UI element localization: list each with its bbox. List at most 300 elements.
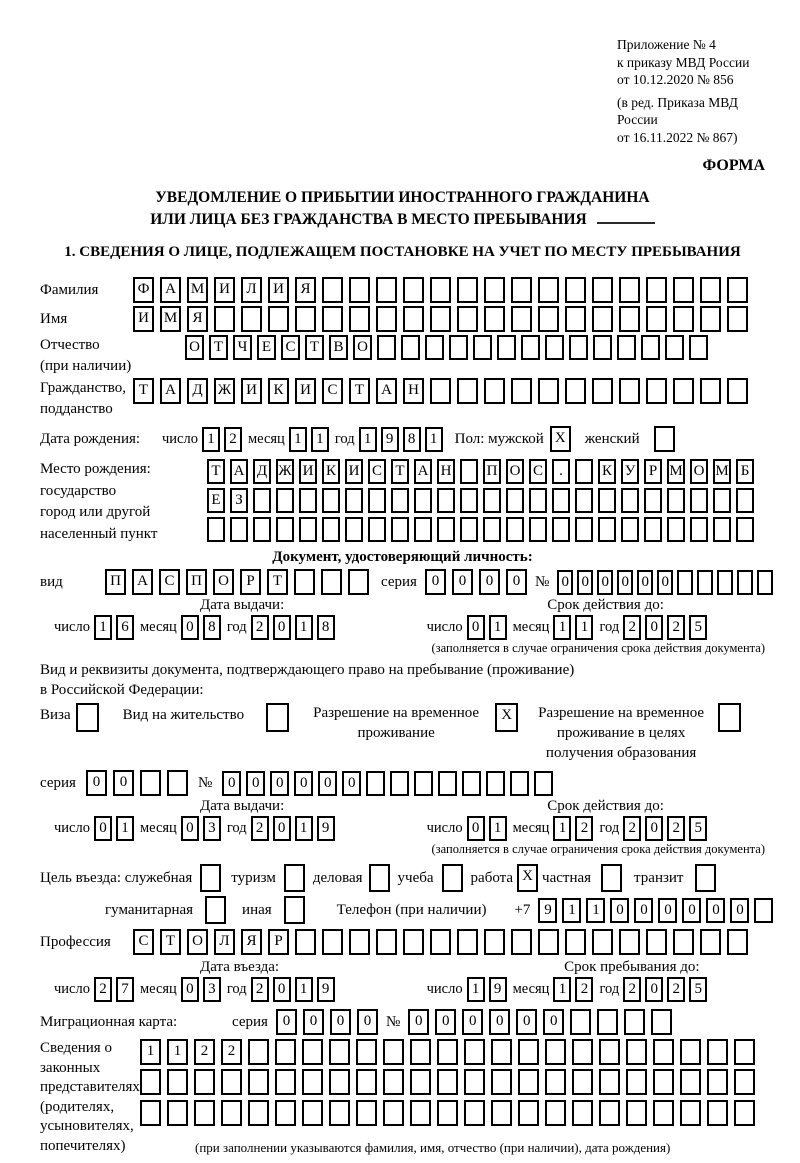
form-cell[interactable] <box>486 771 505 796</box>
form-cell[interactable] <box>597 1009 618 1035</box>
doc-kind-cells[interactable] <box>105 569 369 595</box>
form-cell[interactable] <box>473 335 492 360</box>
form-cell[interactable] <box>727 929 748 955</box>
form-cell[interactable]: 2 <box>623 977 641 1002</box>
form-cell[interactable]: Я <box>187 306 208 332</box>
form-cell[interactable]: О <box>506 459 524 484</box>
form-cell[interactable] <box>322 306 343 332</box>
form-cell[interactable]: . <box>552 459 570 484</box>
birth-day-cells[interactable] <box>202 427 242 452</box>
form-cell[interactable]: Ж <box>276 459 294 484</box>
form-cell[interactable]: К <box>598 459 616 484</box>
form-cell[interactable]: 8 <box>203 615 221 640</box>
form-cell[interactable]: 9 <box>489 977 507 1002</box>
form-cell[interactable] <box>462 771 481 796</box>
purpose-work-checkbox[interactable]: X <box>517 864 538 892</box>
form-cell[interactable] <box>673 277 694 303</box>
form-cell[interactable] <box>700 378 721 404</box>
form-cell[interactable]: Ф <box>133 277 154 303</box>
form-cell[interactable] <box>302 1069 323 1095</box>
form-cell[interactable] <box>302 1100 323 1126</box>
form-cell[interactable] <box>253 517 271 542</box>
form-cell[interactable] <box>437 488 455 513</box>
form-cell[interactable] <box>737 570 753 595</box>
form-cell[interactable] <box>626 1039 647 1065</box>
form-cell[interactable] <box>430 929 451 955</box>
doc-valid-year-cells[interactable] <box>623 615 707 640</box>
stay-year-cells[interactable] <box>623 977 707 1002</box>
form-cell[interactable] <box>460 517 478 542</box>
migration-number-cells[interactable] <box>408 1009 672 1035</box>
form-cell[interactable]: 0 <box>610 898 629 923</box>
form-cell[interactable] <box>491 1039 512 1065</box>
temp-permit-edu-checkbox[interactable] <box>718 703 741 732</box>
form-cell[interactable] <box>167 770 188 796</box>
form-cell[interactable]: 0 <box>462 1009 483 1035</box>
form-cell[interactable]: Т <box>349 378 370 404</box>
form-cell[interactable] <box>329 1069 350 1095</box>
form-cell[interactable] <box>497 335 516 360</box>
phone-cells[interactable] <box>538 898 778 923</box>
form-cell[interactable]: А <box>230 459 248 484</box>
form-cell[interactable] <box>677 570 693 595</box>
form-cell[interactable]: 0 <box>273 977 291 1002</box>
form-cell[interactable]: 1 <box>202 427 220 452</box>
form-cell[interactable] <box>690 488 708 513</box>
form-cell[interactable] <box>617 335 636 360</box>
permit-issue-day-cells[interactable] <box>94 816 134 841</box>
form-cell[interactable] <box>276 488 294 513</box>
form-cell[interactable]: И <box>295 378 316 404</box>
form-cell[interactable] <box>575 517 593 542</box>
form-cell[interactable]: П <box>105 569 126 595</box>
form-cell[interactable] <box>403 306 424 332</box>
purpose-transit-checkbox[interactable] <box>695 864 716 892</box>
form-cell[interactable]: Т <box>207 459 225 484</box>
form-cell[interactable] <box>646 277 667 303</box>
form-cell[interactable]: З <box>230 488 248 513</box>
form-cell[interactable] <box>575 459 593 484</box>
form-cell[interactable] <box>221 1100 242 1126</box>
visa-checkbox[interactable] <box>76 703 99 732</box>
form-cell[interactable]: 2 <box>221 1039 242 1065</box>
form-cell[interactable]: 5 <box>689 816 707 841</box>
permit-issue-year-cells[interactable] <box>251 816 335 841</box>
patronymic-cells[interactable] <box>185 335 713 360</box>
form-cell[interactable] <box>545 1039 566 1065</box>
form-cell[interactable]: Т <box>209 335 228 360</box>
form-cell[interactable]: Р <box>644 459 662 484</box>
form-cell[interactable]: 0 <box>408 1009 429 1035</box>
form-cell[interactable] <box>457 277 478 303</box>
form-cell[interactable]: 0 <box>276 1009 297 1035</box>
form-cell[interactable]: 8 <box>317 615 335 640</box>
form-cell[interactable] <box>734 1100 755 1126</box>
form-cell[interactable]: Р <box>240 569 261 595</box>
form-cell[interactable] <box>383 1100 404 1126</box>
form-cell[interactable] <box>449 335 468 360</box>
form-cell[interactable] <box>329 1100 350 1126</box>
form-cell[interactable] <box>248 1100 269 1126</box>
entry-year-cells[interactable] <box>251 977 335 1002</box>
form-cell[interactable] <box>565 378 586 404</box>
form-cell[interactable]: И <box>133 306 154 332</box>
form-cell[interactable] <box>619 929 640 955</box>
form-cell[interactable]: 0 <box>634 898 653 923</box>
form-cell[interactable] <box>368 517 386 542</box>
form-cell[interactable] <box>356 1100 377 1126</box>
form-cell[interactable]: О <box>213 569 234 595</box>
form-cell[interactable]: 0 <box>506 569 527 595</box>
form-cell[interactable] <box>713 488 731 513</box>
stay-day-cells[interactable] <box>467 977 507 1002</box>
form-cell[interactable] <box>366 771 385 796</box>
form-cell[interactable] <box>673 306 694 332</box>
form-cell[interactable] <box>570 1009 591 1035</box>
form-cell[interactable] <box>598 488 616 513</box>
form-cell[interactable] <box>565 277 586 303</box>
form-cell[interactable] <box>727 277 748 303</box>
form-cell[interactable] <box>368 488 386 513</box>
form-cell[interactable]: 0 <box>658 898 677 923</box>
form-cell[interactable]: 1 <box>311 427 329 452</box>
form-cell[interactable] <box>754 898 773 923</box>
form-cell[interactable] <box>275 1069 296 1095</box>
form-cell[interactable] <box>569 335 588 360</box>
doc-valid-month-cells[interactable] <box>553 615 593 640</box>
form-cell[interactable] <box>356 1039 377 1065</box>
form-cell[interactable]: 1 <box>575 615 593 640</box>
form-cell[interactable] <box>268 306 289 332</box>
form-cell[interactable] <box>592 277 613 303</box>
form-cell[interactable] <box>592 378 613 404</box>
form-cell[interactable]: 0 <box>516 1009 537 1035</box>
form-cell[interactable]: И <box>268 277 289 303</box>
form-cell[interactable] <box>518 1069 539 1095</box>
form-cell[interactable] <box>230 517 248 542</box>
form-cell[interactable]: С <box>368 459 386 484</box>
form-cell[interactable] <box>506 517 524 542</box>
form-cell[interactable]: 0 <box>330 1009 351 1035</box>
form-cell[interactable] <box>700 929 721 955</box>
form-cell[interactable] <box>248 1039 269 1065</box>
form-cell[interactable]: 0 <box>645 816 663 841</box>
form-cell[interactable] <box>646 378 667 404</box>
form-cell[interactable] <box>464 1069 485 1095</box>
form-cell[interactable] <box>221 1069 242 1095</box>
form-cell[interactable]: О <box>353 335 372 360</box>
form-cell[interactable] <box>390 771 409 796</box>
form-cell[interactable] <box>349 306 370 332</box>
form-cell[interactable] <box>641 335 660 360</box>
form-cell[interactable] <box>644 488 662 513</box>
form-cell[interactable]: Т <box>267 569 288 595</box>
form-cell[interactable]: 0 <box>467 816 485 841</box>
form-cell[interactable]: 1 <box>140 1039 161 1065</box>
form-cell[interactable]: 1 <box>489 615 507 640</box>
form-cell[interactable]: 9 <box>381 427 399 452</box>
form-cell[interactable] <box>518 1039 539 1065</box>
form-cell[interactable]: П <box>483 459 501 484</box>
permit-issue-month-cells[interactable] <box>181 816 221 841</box>
form-cell[interactable] <box>460 459 478 484</box>
form-cell[interactable]: 0 <box>270 771 289 796</box>
form-cell[interactable] <box>401 335 420 360</box>
form-cell[interactable] <box>565 929 586 955</box>
form-cell[interactable]: 1 <box>167 1039 188 1065</box>
form-cell[interactable] <box>538 306 559 332</box>
form-cell[interactable] <box>667 517 685 542</box>
form-cell[interactable] <box>299 488 317 513</box>
form-cell[interactable]: У <box>621 459 639 484</box>
form-cell[interactable] <box>653 1039 674 1065</box>
form-cell[interactable]: 1 <box>295 816 313 841</box>
form-cell[interactable]: 1 <box>553 816 571 841</box>
form-cell[interactable]: П <box>186 569 207 595</box>
form-cell[interactable]: О <box>185 335 204 360</box>
form-cell[interactable] <box>430 306 451 332</box>
form-cell[interactable]: 0 <box>657 570 673 595</box>
form-cell[interactable]: 1 <box>553 615 571 640</box>
form-cell[interactable] <box>644 517 662 542</box>
form-cell[interactable]: 0 <box>94 816 112 841</box>
form-cell[interactable]: Я <box>295 277 316 303</box>
form-cell[interactable] <box>299 517 317 542</box>
doc-issue-month-cells[interactable] <box>181 615 221 640</box>
form-cell[interactable]: 5 <box>689 615 707 640</box>
form-cell[interactable] <box>194 1069 215 1095</box>
form-cell[interactable] <box>572 1069 593 1095</box>
form-cell[interactable]: 0 <box>645 977 663 1002</box>
form-cell[interactable]: 2 <box>251 816 269 841</box>
doc-series-cells[interactable] <box>425 569 527 595</box>
form-cell[interactable] <box>464 1039 485 1065</box>
form-cell[interactable]: 1 <box>425 427 443 452</box>
form-cell[interactable] <box>707 1039 728 1065</box>
form-cell[interactable] <box>626 1069 647 1095</box>
form-cell[interactable] <box>349 277 370 303</box>
form-cell[interactable]: Ч <box>233 335 252 360</box>
purpose-other-checkbox[interactable] <box>284 896 305 924</box>
form-cell[interactable] <box>414 771 433 796</box>
form-cell[interactable]: Е <box>257 335 276 360</box>
permit-valid-year-cells[interactable] <box>623 816 707 841</box>
form-cell[interactable]: 8 <box>403 427 421 452</box>
entry-day-cells[interactable] <box>94 977 134 1002</box>
form-cell[interactable]: 0 <box>730 898 749 923</box>
form-cell[interactable]: 0 <box>577 570 593 595</box>
form-cell[interactable] <box>302 1039 323 1065</box>
form-cell[interactable]: 0 <box>597 570 613 595</box>
form-cell[interactable] <box>734 1039 755 1065</box>
form-cell[interactable] <box>294 569 315 595</box>
form-cell[interactable] <box>345 517 363 542</box>
form-cell[interactable] <box>727 378 748 404</box>
form-cell[interactable]: 0 <box>273 816 291 841</box>
form-cell[interactable]: И <box>214 277 235 303</box>
form-cell[interactable] <box>276 517 294 542</box>
form-cell[interactable] <box>680 1039 701 1065</box>
form-cell[interactable] <box>403 277 424 303</box>
form-cell[interactable]: А <box>414 459 432 484</box>
form-cell[interactable] <box>598 517 616 542</box>
form-cell[interactable]: 0 <box>273 615 291 640</box>
form-cell[interactable]: Я <box>241 929 262 955</box>
form-cell[interactable] <box>484 277 505 303</box>
form-cell[interactable] <box>437 1100 458 1126</box>
form-cell[interactable] <box>511 929 532 955</box>
form-cell[interactable]: 0 <box>682 898 701 923</box>
form-cell[interactable] <box>140 770 161 796</box>
form-cell[interactable] <box>295 929 316 955</box>
stay-month-cells[interactable] <box>553 977 593 1002</box>
form-cell[interactable] <box>464 1100 485 1126</box>
form-cell[interactable]: 1 <box>94 615 112 640</box>
form-cell[interactable] <box>356 1069 377 1095</box>
form-cell[interactable] <box>599 1069 620 1095</box>
form-cell[interactable] <box>391 488 409 513</box>
form-cell[interactable] <box>534 771 553 796</box>
form-cell[interactable] <box>599 1100 620 1126</box>
form-cell[interactable]: 2 <box>251 615 269 640</box>
form-cell[interactable]: 0 <box>435 1009 456 1035</box>
form-cell[interactable]: 0 <box>706 898 725 923</box>
form-cell[interactable]: 0 <box>557 570 573 595</box>
form-cell[interactable] <box>140 1100 161 1126</box>
form-cell[interactable] <box>626 1100 647 1126</box>
form-cell[interactable] <box>572 1039 593 1065</box>
form-cell[interactable] <box>383 1069 404 1095</box>
form-cell[interactable] <box>736 488 754 513</box>
form-cell[interactable] <box>619 277 640 303</box>
temp-permit-checkbox[interactable]: X <box>495 703 518 732</box>
form-cell[interactable] <box>491 1100 512 1126</box>
form-cell[interactable]: Д <box>187 378 208 404</box>
form-cell[interactable] <box>348 569 369 595</box>
form-cell[interactable]: Т <box>391 459 409 484</box>
form-cell[interactable] <box>194 1100 215 1126</box>
form-cell[interactable]: С <box>529 459 547 484</box>
form-cell[interactable] <box>529 517 547 542</box>
form-cell[interactable]: И <box>241 378 262 404</box>
form-cell[interactable] <box>697 570 713 595</box>
form-cell[interactable]: 0 <box>479 569 500 595</box>
form-cell[interactable] <box>167 1100 188 1126</box>
migration-series-cells[interactable] <box>276 1009 378 1035</box>
form-cell[interactable]: Л <box>241 277 262 303</box>
form-cell[interactable] <box>414 488 432 513</box>
form-cell[interactable]: 2 <box>623 816 641 841</box>
form-cell[interactable] <box>545 1100 566 1126</box>
form-cell[interactable] <box>717 570 733 595</box>
form-cell[interactable] <box>391 517 409 542</box>
doc-issue-day-cells[interactable] <box>94 615 134 640</box>
form-cell[interactable]: 2 <box>575 977 593 1002</box>
birth-place-cells-3[interactable] <box>207 517 759 542</box>
representatives-cells-3[interactable] <box>140 1100 755 1126</box>
form-cell[interactable]: 1 <box>586 898 605 923</box>
form-cell[interactable] <box>599 1039 620 1065</box>
form-cell[interactable] <box>322 929 343 955</box>
form-cell[interactable]: А <box>160 378 181 404</box>
form-cell[interactable]: 0 <box>303 1009 324 1035</box>
form-cell[interactable]: 0 <box>617 570 633 595</box>
form-cell[interactable] <box>545 1069 566 1095</box>
form-cell[interactable]: 2 <box>94 977 112 1002</box>
form-cell[interactable] <box>510 771 529 796</box>
form-cell[interactable] <box>538 929 559 955</box>
form-cell[interactable]: М <box>187 277 208 303</box>
permit-number-cells[interactable] <box>222 771 558 796</box>
form-cell[interactable] <box>529 488 547 513</box>
form-cell[interactable] <box>275 1100 296 1126</box>
form-cell[interactable] <box>329 1039 350 1065</box>
form-cell[interactable] <box>376 929 397 955</box>
representatives-cells-2[interactable] <box>140 1069 755 1095</box>
permit-series-cells[interactable] <box>86 770 188 796</box>
form-cell[interactable] <box>518 1100 539 1126</box>
form-cell[interactable] <box>700 277 721 303</box>
form-cell[interactable] <box>437 1069 458 1095</box>
form-cell[interactable] <box>651 1009 672 1035</box>
residence-permit-checkbox[interactable] <box>266 703 289 732</box>
form-cell[interactable]: 0 <box>489 1009 510 1035</box>
form-cell[interactable]: Н <box>403 378 424 404</box>
form-cell[interactable]: 3 <box>203 977 221 1002</box>
form-cell[interactable]: А <box>376 378 397 404</box>
form-cell[interactable]: 2 <box>667 615 685 640</box>
form-cell[interactable] <box>241 306 262 332</box>
form-cell[interactable]: 1 <box>467 977 485 1002</box>
permit-valid-day-cells[interactable] <box>467 816 507 841</box>
form-cell[interactable] <box>410 1039 431 1065</box>
form-cell[interactable] <box>680 1069 701 1095</box>
form-cell[interactable]: Т <box>160 929 181 955</box>
form-cell[interactable]: 2 <box>623 615 641 640</box>
sex-female-checkbox[interactable] <box>654 426 675 452</box>
form-cell[interactable] <box>667 488 685 513</box>
form-cell[interactable] <box>572 1100 593 1126</box>
form-cell[interactable] <box>491 1069 512 1095</box>
surname-cells[interactable] <box>133 277 748 303</box>
form-cell[interactable] <box>425 335 444 360</box>
form-cell[interactable] <box>646 306 667 332</box>
form-cell[interactable]: К <box>322 459 340 484</box>
form-cell[interactable] <box>575 488 593 513</box>
form-cell[interactable]: 0 <box>86 770 107 796</box>
form-cell[interactable]: 0 <box>357 1009 378 1035</box>
purpose-study-checkbox[interactable] <box>442 864 463 892</box>
permit-valid-month-cells[interactable] <box>553 816 593 841</box>
form-cell[interactable]: 2 <box>224 427 242 452</box>
form-cell[interactable]: 1 <box>295 977 313 1002</box>
form-cell[interactable] <box>707 1069 728 1095</box>
form-cell[interactable] <box>376 277 397 303</box>
form-cell[interactable] <box>552 488 570 513</box>
form-cell[interactable] <box>506 488 524 513</box>
form-cell[interactable] <box>646 929 667 955</box>
form-cell[interactable]: 0 <box>246 771 265 796</box>
form-cell[interactable] <box>624 1009 645 1035</box>
form-cell[interactable] <box>511 277 532 303</box>
form-cell[interactable]: 9 <box>317 977 335 1002</box>
sex-male-checkbox[interactable]: X <box>550 426 571 452</box>
form-cell[interactable]: С <box>159 569 180 595</box>
form-cell[interactable] <box>521 335 540 360</box>
form-cell[interactable]: 1 <box>553 977 571 1002</box>
profession-cells[interactable] <box>133 929 748 955</box>
form-cell[interactable] <box>511 378 532 404</box>
